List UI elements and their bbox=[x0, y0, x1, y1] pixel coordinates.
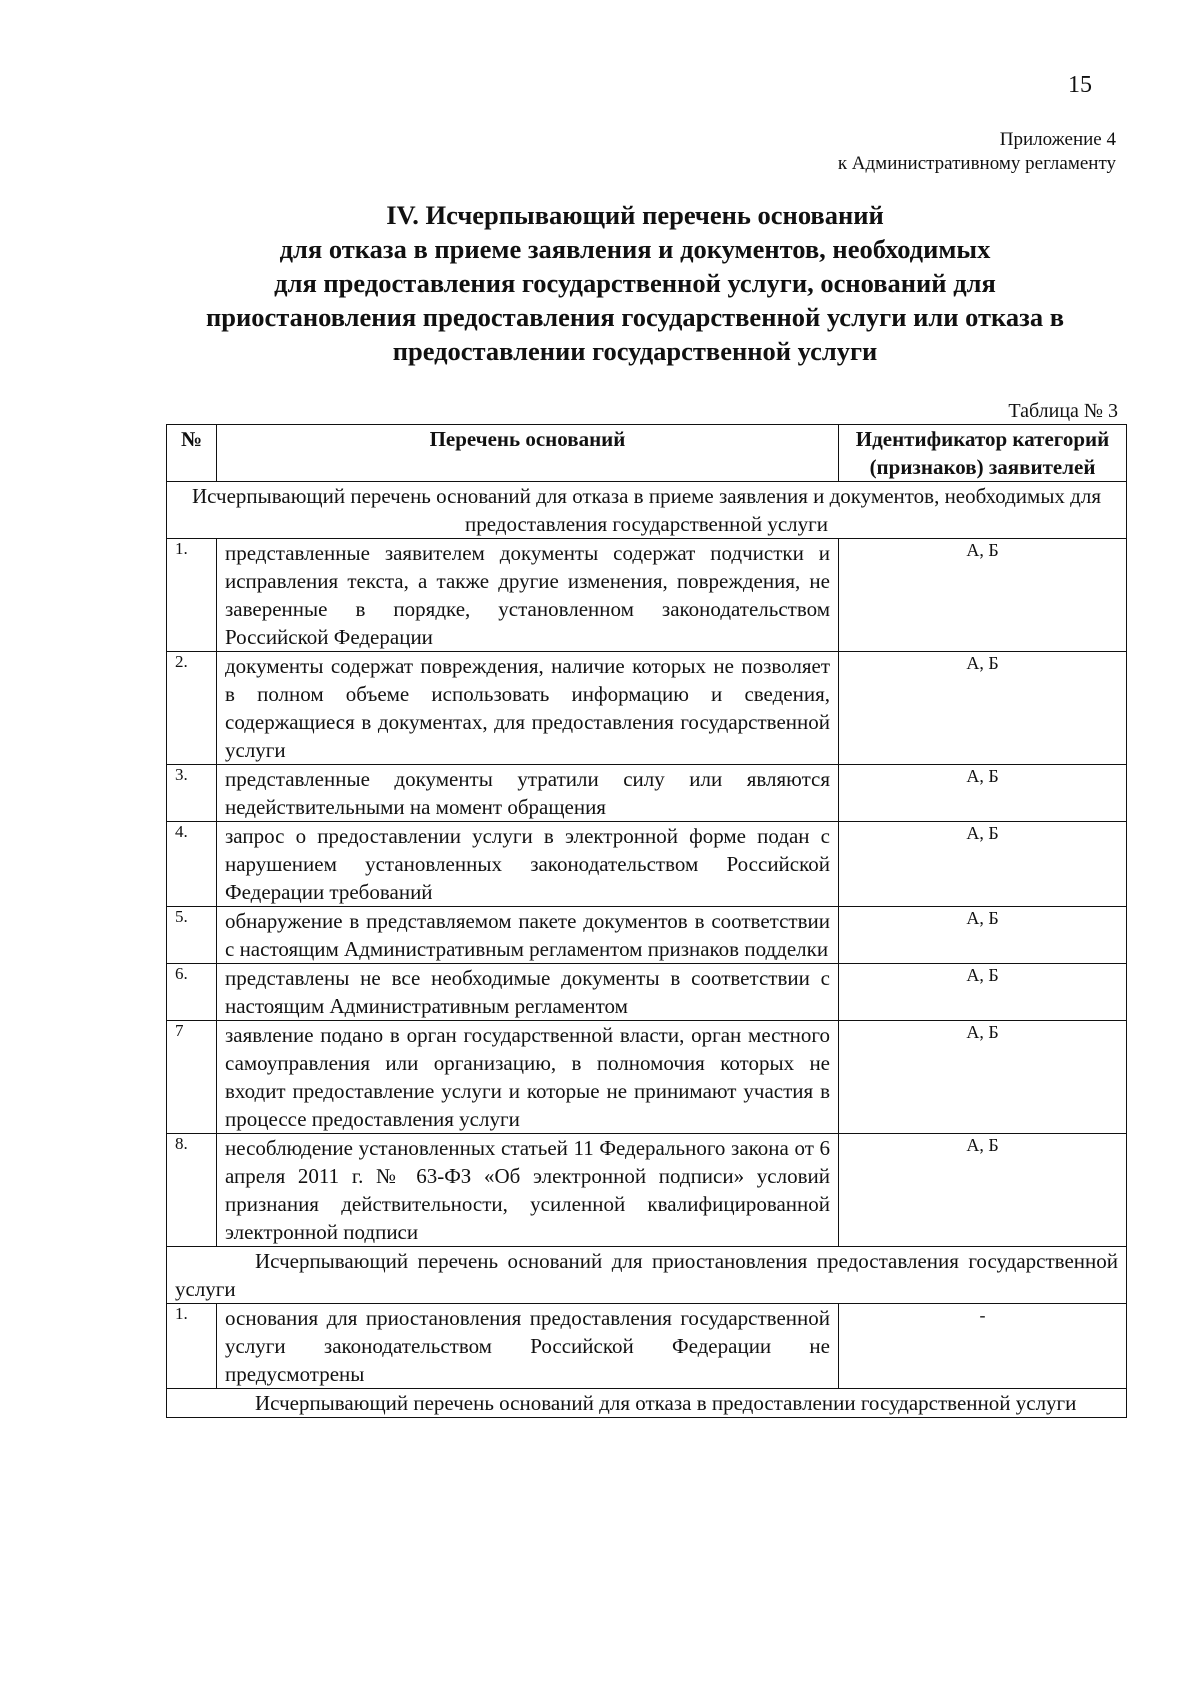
row-identifier: - bbox=[839, 1304, 1127, 1389]
table-row bbox=[167, 1134, 1127, 1247]
header-num: № bbox=[167, 425, 217, 482]
row-identifier: А, Б bbox=[839, 1021, 1127, 1134]
row-number: 1. bbox=[167, 539, 217, 652]
header-grounds: Перечень оснований bbox=[217, 425, 839, 482]
section-title-refusal-acceptance: Исчерпывающий перечень оснований для отказа в приеме заявления и документов, необходимых для предоставления государственной услуги bbox=[167, 482, 1127, 539]
table-label: Таблица № 3 bbox=[1008, 400, 1118, 422]
table-row bbox=[167, 539, 1127, 652]
table-row bbox=[167, 907, 1127, 964]
row-number: 3. bbox=[167, 765, 217, 822]
header-identifier: Идентификатор категорий (признаков) заявителей bbox=[839, 425, 1127, 482]
section-title-suspension: Исчерпывающий перечень оснований для приостановления предоставления государственной услуги bbox=[167, 1247, 1127, 1304]
row-ground-text: несоблюдение установленных статьей 11 Федерального закона от 6 апреля 2011 г. № 63-ФЗ «Об электронной подписи» условий признания действительности, усиленной квалифицированной электронной подписи bbox=[217, 1134, 839, 1247]
row-ground-text: представлены не все необходимые документы в соответствии с настоящим Административным регламентом bbox=[217, 964, 839, 1021]
row-number: 8. bbox=[167, 1134, 217, 1247]
section-row bbox=[167, 1247, 1127, 1304]
row-number: 6. bbox=[167, 964, 217, 1021]
row-identifier: А, Б bbox=[839, 907, 1127, 964]
table-header-row bbox=[167, 425, 1127, 482]
title-line-2: для отказа в приеме заявления и документов, необходимых bbox=[279, 234, 991, 264]
row-ground-text: основания для приостановления предоставления государственной услуги законодательством Российской Федерации не предусмотрены bbox=[217, 1304, 839, 1389]
row-identifier: А, Б bbox=[839, 1134, 1127, 1247]
appendix-line-1: Приложение 4 bbox=[999, 129, 1116, 150]
row-ground-text: заявление подано в орган государственной власти, орган местного самоуправления или организацию, в полномочия которых не входит предоставление услуги и которые не принимают участия в процессе предоставления услуги bbox=[217, 1021, 839, 1134]
table-row bbox=[167, 822, 1127, 907]
section-row-1 bbox=[167, 482, 1127, 539]
row-identifier: А, Б bbox=[839, 822, 1127, 907]
title-line-1: IV. Исчерпывающий перечень оснований bbox=[386, 200, 884, 230]
table-row bbox=[167, 964, 1127, 1021]
page-number: 15 bbox=[1068, 72, 1092, 98]
grounds-table bbox=[166, 424, 1127, 1418]
row-number: 5. bbox=[167, 907, 217, 964]
appendix-line-2: к Административному регламенту bbox=[837, 153, 1116, 174]
title-line-5: предоставлении государственной услуги bbox=[392, 336, 878, 366]
row-number: 4. bbox=[167, 822, 217, 907]
table-row bbox=[167, 765, 1127, 822]
table-row bbox=[167, 652, 1127, 765]
row-ground-text: представленные заявителем документы содержат подчистки и исправления текста, а также другие изменения, повреждения, не заверенные в порядке, установленном законодательством Российской Федерации bbox=[217, 539, 839, 652]
row-ground-text: запрос о предоставлении услуги в электронной форме подан с нарушением установленных законодательством Российской Федерации требований bbox=[217, 822, 839, 907]
row-number: 1. bbox=[167, 1304, 217, 1389]
title-line-4: приостановления предоставления государственной услуги или отказа в bbox=[205, 302, 1065, 332]
row-number: 2. bbox=[167, 652, 217, 765]
row-ground-text: обнаружение в представляемом пакете документов в соответствии с настоящим Административным регламентом признаков подделки bbox=[217, 907, 839, 964]
table-row bbox=[167, 1304, 1127, 1389]
section-row bbox=[167, 1389, 1127, 1418]
row-identifier: А, Б bbox=[839, 765, 1127, 822]
row-ground-text: документы содержат повреждения, наличие которых не позволяет в полном объеме использовать информацию и сведения, содержащиеся в документах, для предоставления государственной услуги bbox=[217, 652, 839, 765]
row-ground-text: представленные документы утратили силу или являются недействительными на момент обращения bbox=[217, 765, 839, 822]
row-identifier: А, Б bbox=[839, 539, 1127, 652]
section-title-refusal-provision: Исчерпывающий перечень оснований для отказа в предоставлении государственной услуги bbox=[167, 1389, 1127, 1418]
title-line-3: для предоставления государственной услуги, оснований для bbox=[274, 268, 996, 298]
row-identifier: А, Б bbox=[839, 964, 1127, 1021]
document-title bbox=[150, 198, 1120, 368]
appendix-note bbox=[838, 128, 1116, 176]
row-identifier: А, Б bbox=[839, 652, 1127, 765]
table-row bbox=[167, 1021, 1127, 1134]
row-number: 7 bbox=[167, 1021, 217, 1134]
